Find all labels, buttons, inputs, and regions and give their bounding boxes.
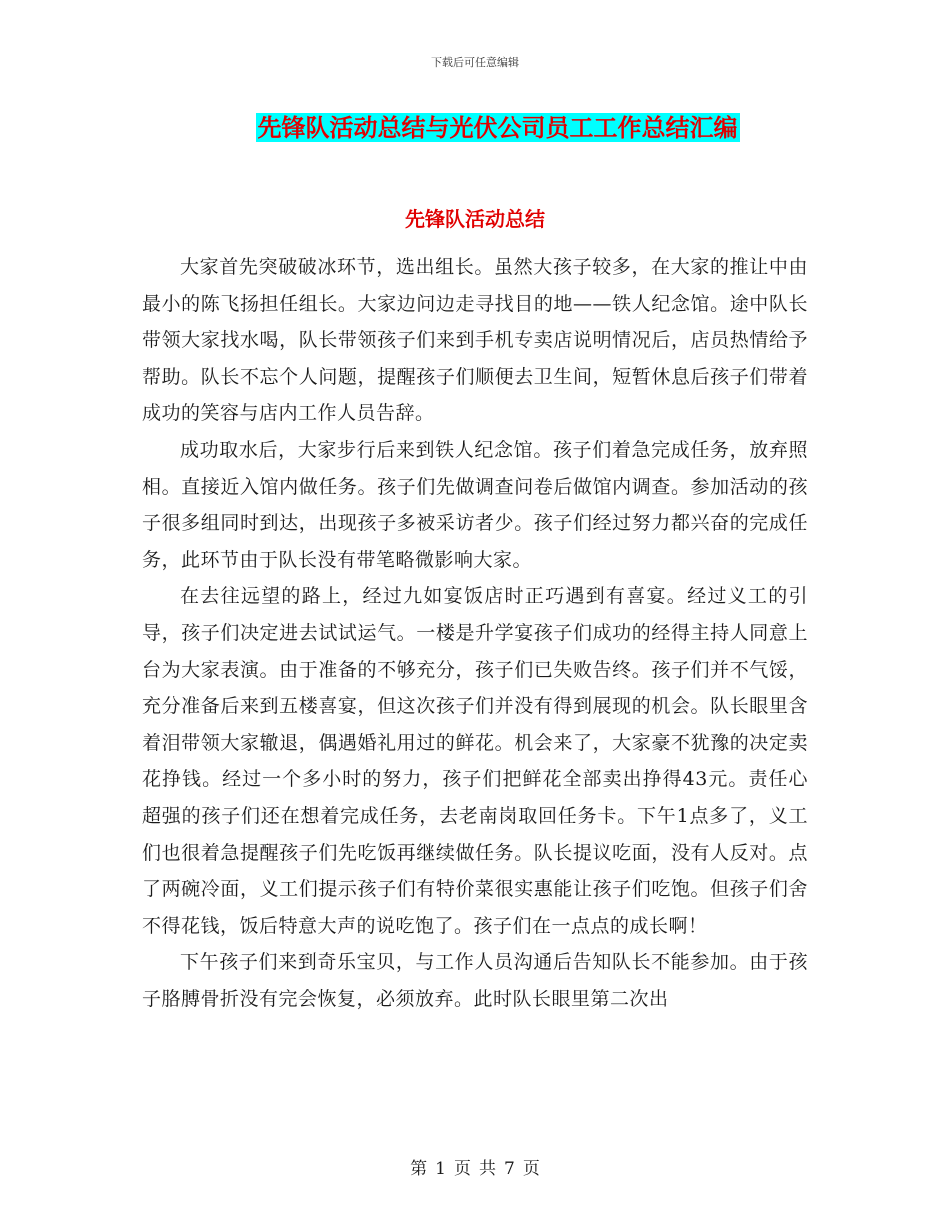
- page-label-middle: 页: [454, 1159, 471, 1179]
- current-page-number: 1: [435, 1159, 446, 1179]
- header-note: 下载后可任意编辑: [431, 56, 519, 69]
- paragraph-1: 大家首先突破破冰环节，选出组长。虽然大孩子较多，在大家的推让中由最小的陈飞扬担任组长。大家边问边走寻找目的地——铁人纪念馆。途中队长带领大家找水喝，队长带领孩子们来到手机专卖店说明情况后，店员热情给予帮助。队长不忘个人问题，提醒孩子们顺便去卫生间，短暂休息后孩子们带着成功的笑容与店内工作人员告辞。: [142, 256, 808, 425]
- paragraph-4: 下午孩子们来到奇乐宝贝，与工作人员沟通后告知队长不能参加。由于孩子胳膊骨折没有完会恢复，必须放弃。此时队长眼里第二次出: [142, 951, 808, 1010]
- page-label-prefix: 第: [410, 1159, 428, 1179]
- total-pages-number: 7: [504, 1159, 515, 1179]
- body-text: [142, 249, 808, 1017]
- section-title: 先锋队活动总结: [405, 207, 545, 231]
- page-footer: [0, 1154, 950, 1179]
- paragraph-3: 在去往远望的路上，经过九如宴饭店时正巧遇到有喜宴。经过义工的引导，孩子们决定进去试试运气。一楼是升学宴孩子们成功的经得主持人同意上台为大家表演。由于准备的不够充分，孩子们已失败告终。孩子们并不气馁，充分准备后来到五楼喜宴，但这次孩子们并没有得到展现的机会。队长眼里含着泪带领大家辙退，偶遇婚礼用过的鲜花。机会来了，大家豪不犹豫的决定卖花挣钱。经过一个多小时的努力，孩子们把鲜花全部卖出挣得43元。责任心超强的孩子们还在想着完成任务，去老南岗取回任务卡。下午1点多了，义工们也很着急提醒孩子们先吃饭再继续做任务。队长提议吃面，没有人反对。点了两碗冷面，义工们提示孩子们有特价菜很实惠能让孩子们吃饱。但孩子们舍不得花钱，饭后特意大声的说吃饱了。孩子们在一点点的成长啊！: [142, 585, 808, 937]
- total-label: 共: [479, 1159, 496, 1179]
- paragraph-2: 成功取水后，大家步行后来到铁人纪念馆。孩子们着急完成任务，放弃照相。直接近入馆内做任务。孩子们先做调查问卷后做馆内调查。参加活动的孩子很多组同时到达，出现孩子多被采访者少。孩子们经过努力都兴奋的完成任务，此环节由于队长没有带笔略微影响大家。: [142, 438, 808, 571]
- document-title-text: 先锋队活动总结与光伏公司员工工作总结汇编: [257, 113, 738, 142]
- page-label-suffix: 页: [522, 1159, 540, 1179]
- document-title: [0, 112, 950, 144]
